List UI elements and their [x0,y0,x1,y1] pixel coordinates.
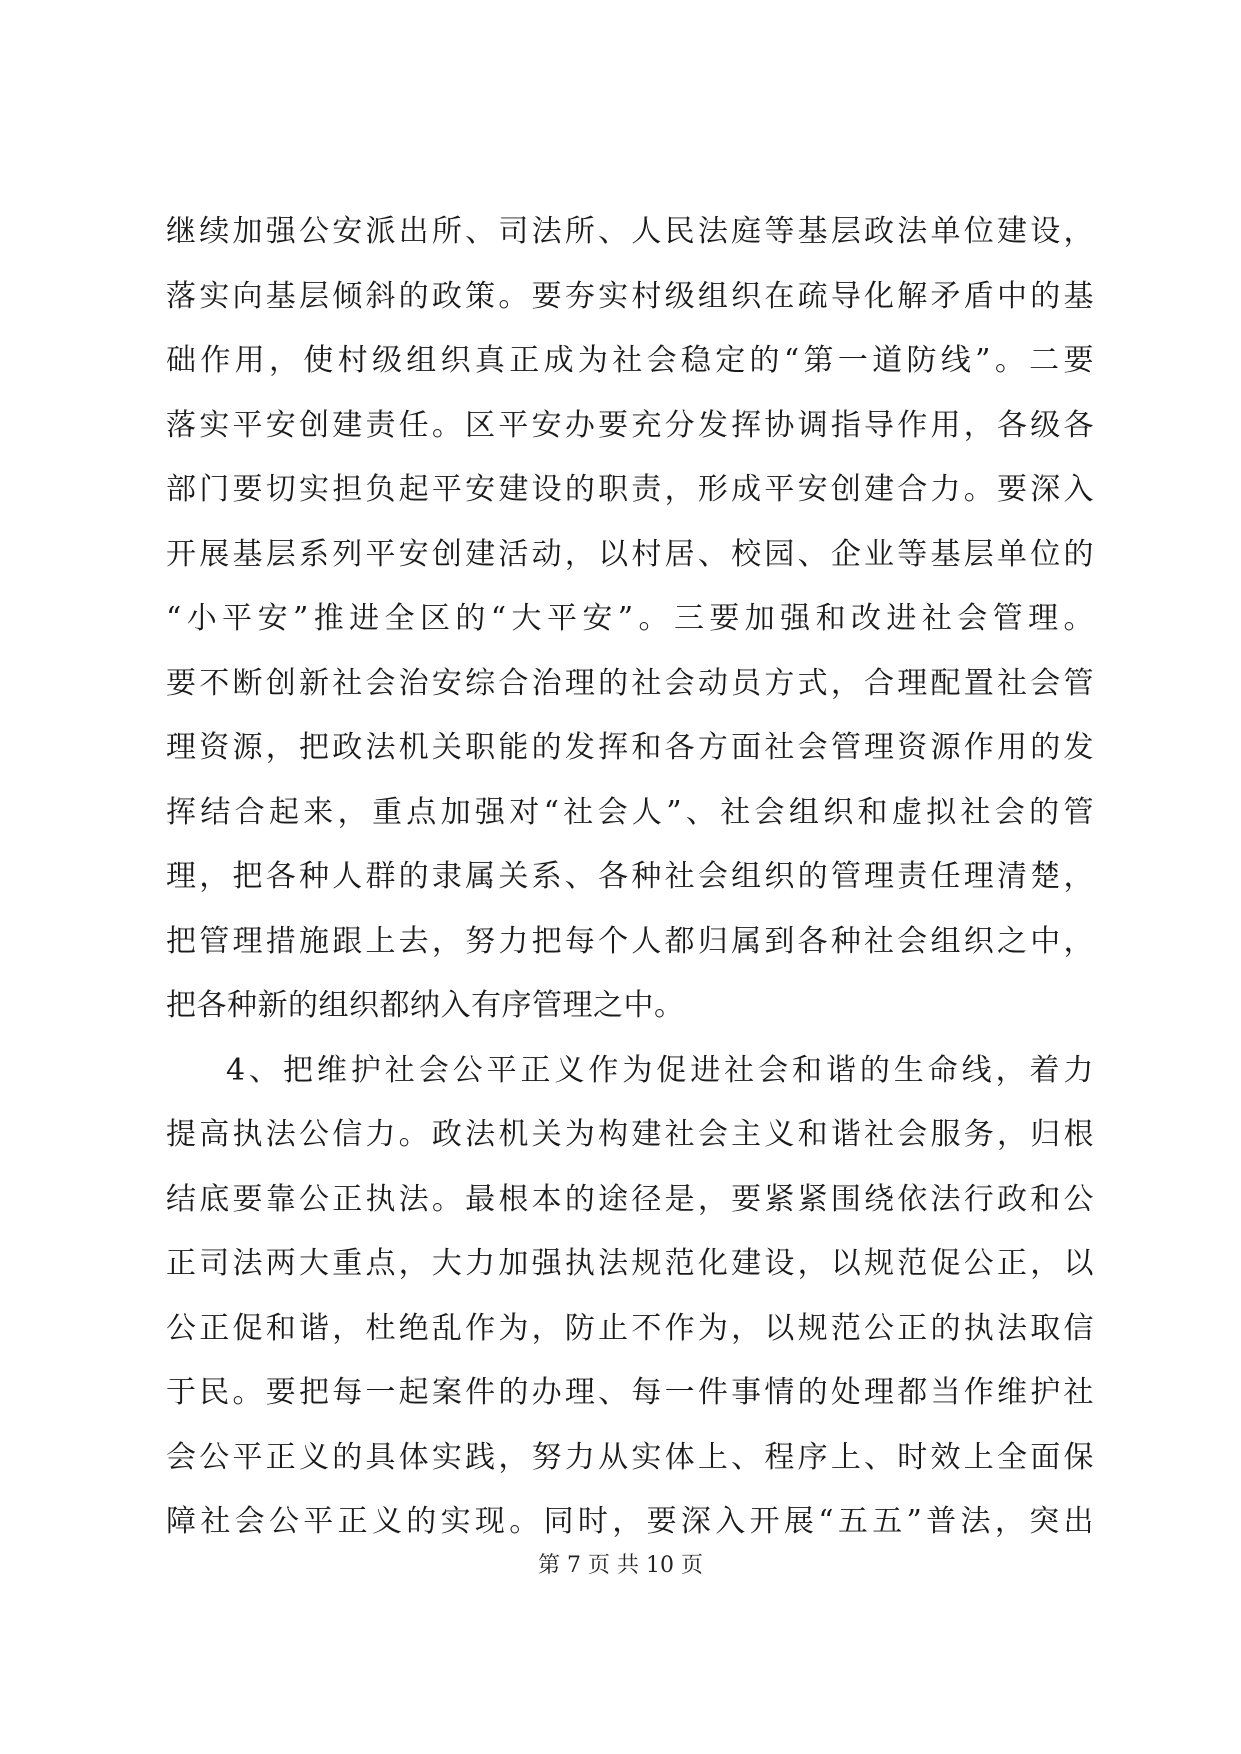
text-line: “小平安”推进全区的“大平安”。三要加强和改进社会管理。 [166,601,1094,636]
text-line: 公正促和谐，杜绝乱作为，防止不作为，以规范公正的执法取信 [166,1310,1094,1346]
text-line: 4、把维护社会公平正义作为促进社会和谐的生命线，着力 [226,1052,1094,1088]
text-line: 部门要切实担负起平安建设的职责，形成平安创建合力。要深入 [166,472,1094,507]
body-text [166,200,1094,1555]
text-line: 结底要靠公正执法。最根本的途径是，要紧紧围绕依法行政和公 [166,1181,1094,1217]
text-line: 理资源，把政法机关职能的发挥和各方面社会管理资源作用的发 [166,730,1094,765]
text-line: 障社会公平正义的实现。同时，要深入开展“五五”普法，突出 [166,1504,1094,1539]
text-line: 会公平正义的具体实践，努力从实体上、程序上、时效上全面保 [166,1439,1094,1475]
text-line: 开展基层系列平安创建活动，以村居、校园、企业等基层单位的 [166,536,1094,572]
text-line: 把各种新的组织都纳入有序管理之中。 [166,988,685,1023]
text-line: 提高执法公信力。政法机关为构建社会主义和谐社会服务，归根 [166,1117,1094,1152]
text-line: 于民。要把每一起案件的办理、每一件事情的处理都当作维护社 [166,1375,1094,1410]
text-line: 理，把各种人群的隶属关系、各种社会组织的管理责任理清楚， [166,859,1094,894]
text-line: 要不断创新社会治安综合治理的社会动员方式，合理配置社会管 [166,665,1094,701]
text-line: 继续加强公安派出所、司法所、人民法庭等基层政法单位建设， [166,214,1094,249]
text-line: 落实平安创建责任。区平安办要充分发挥协调指导作用，各级各 [166,407,1094,443]
text-line: 挥结合起来，重点加强对“社会人”、社会组织和虚拟社会的管 [166,794,1094,830]
text-line: 把管理措施跟上去，努力把每个人都归属到各种社会组织之中， [166,923,1094,959]
page-number-footer: 第 7 页 共 10 页 [538,1553,703,1578]
text-line: 础作用，使村级组织真正成为社会稳定的“第一道防线”。二要 [166,343,1094,378]
text-line: 落实向基层倾斜的政策。要夯实村级组织在疏导化解矛盾中的基 [166,278,1094,314]
text-line: 正司法两大重点，大力加强执法规范化建设，以规范促公正，以 [166,1246,1094,1281]
